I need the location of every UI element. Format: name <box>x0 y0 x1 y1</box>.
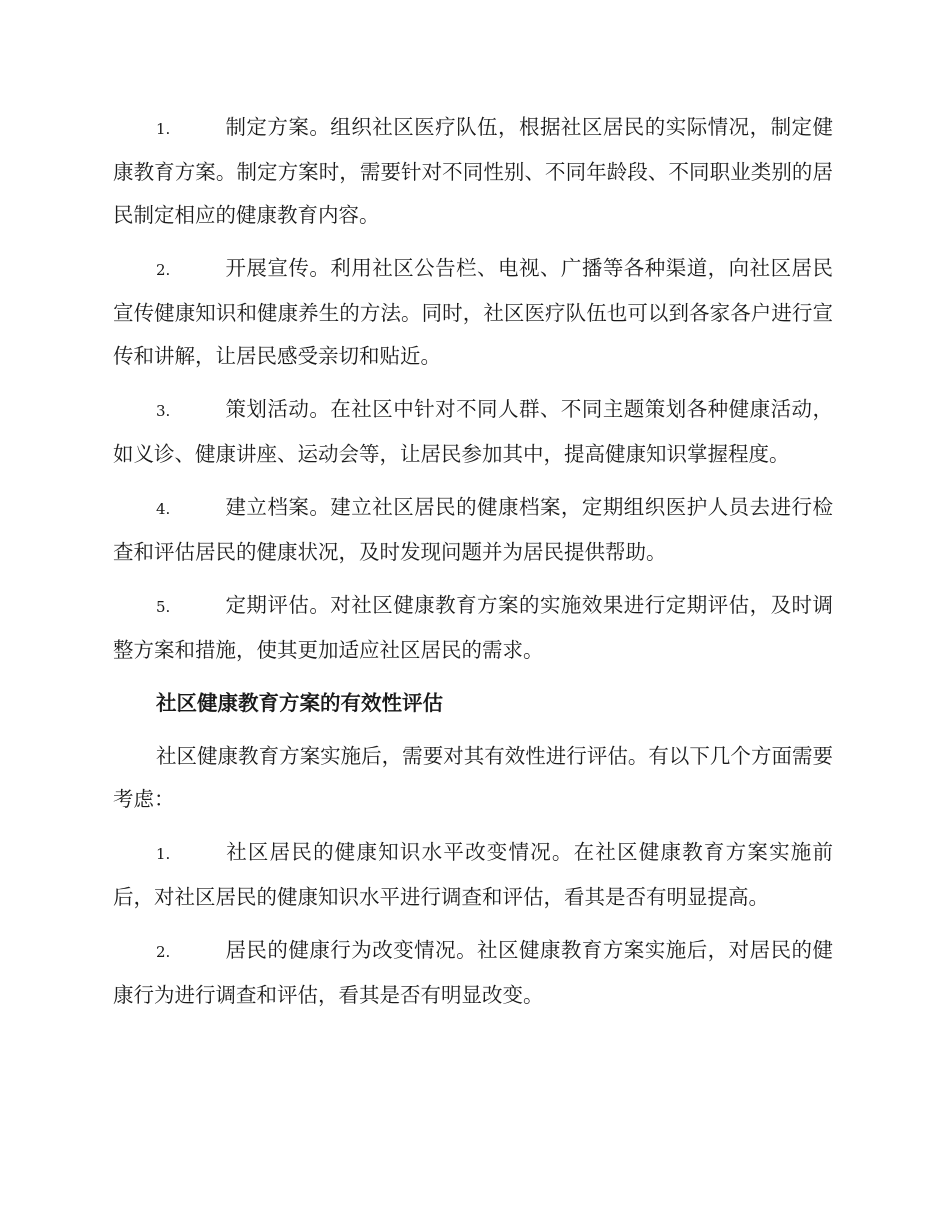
list-item <box>113 584 833 672</box>
evaluation-item-number: 1. <box>156 845 171 863</box>
list-item-text: 开展宣传。利用社区公告栏、电视、广播等各种渠道，向社区居民宣传健康知识和健康养生的方法。同时，社区医疗队伍也可以到各家各户进行宣传和讲解，让居民感受亲切和贴近。 <box>113 256 833 368</box>
list-item-number: 5. <box>156 598 171 616</box>
list-item-text: 建立档案。建立社区居民的健康档案，定期组织医护人员去进行检查和评估居民的健康状况，及时发现问题并为居民提供帮助。 <box>113 495 833 564</box>
list-item-number: 3. <box>156 402 171 420</box>
section-intro-paragraph: 社区健康教育方案实施后，需要对其有效性进行评估。有以下几个方面需要考虑： <box>113 744 833 811</box>
evaluation-item-text: 社区居民的健康知识水平改变情况。在社区健康教育方案实施前后，对社区居民的健康知识水平进行调查和评估，看其是否有明显提高。 <box>113 840 833 909</box>
list-item-text: 策划活动。在社区中针对不同人群、不同主题策划各种健康活动，如义诊、健康讲座、运动会等，让居民参加其中，提高健康知识掌握程度。 <box>113 397 833 466</box>
section-heading: 社区健康教育方案的有效性评估 <box>156 691 443 715</box>
list-item-text: 定期评估。对社区健康教育方案的实施效果进行定期评估，及时调整方案和措施，使其更加适应社区居民的需求。 <box>113 593 833 662</box>
list-item <box>113 247 833 378</box>
list-item <box>113 388 833 476</box>
list-item <box>113 106 833 237</box>
document-body <box>113 106 833 1027</box>
list-item <box>113 486 833 574</box>
list-item-text: 制定方案。组织社区医疗队伍，根据社区居民的实际情况，制定健康教育方案。制定方案时，需要针对不同性别、不同年龄段、不同职业类别的居民制定相应的健康教育内容。 <box>113 115 833 227</box>
list-item-number: 1. <box>156 120 171 138</box>
list-item-number: 2. <box>156 261 171 279</box>
evaluation-item <box>113 929 833 1017</box>
evaluation-item-text: 居民的健康行为改变情况。社区健康教育方案实施后，对居民的健康行为进行调查和评估，看其是否有明显改变。 <box>113 938 833 1007</box>
evaluation-item <box>113 831 833 919</box>
list-item-number: 4. <box>156 500 171 518</box>
evaluation-item-number: 2. <box>156 943 171 961</box>
